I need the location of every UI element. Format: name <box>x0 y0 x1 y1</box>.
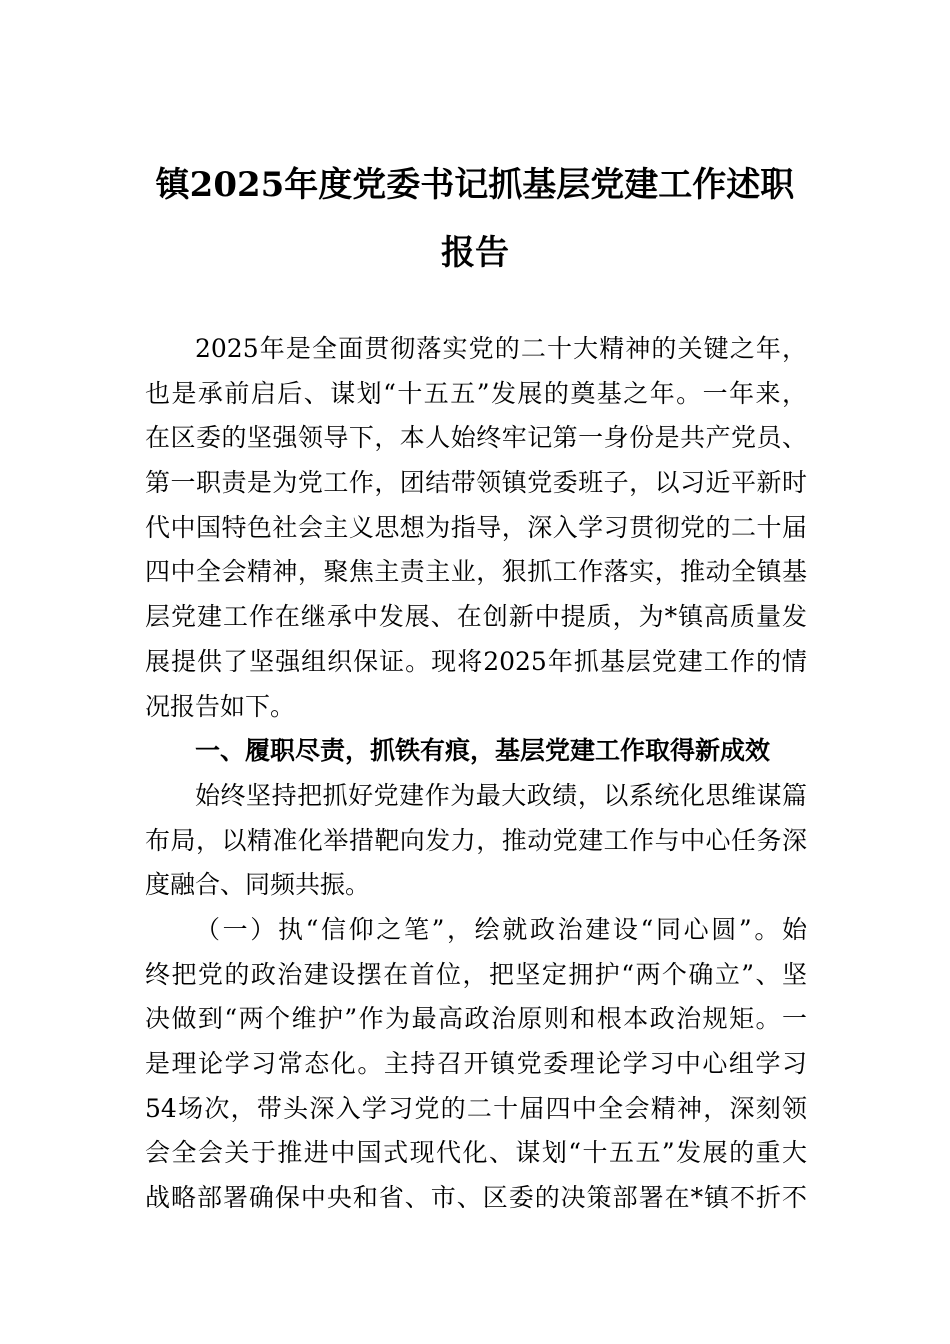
text-line: 终把党的政治建设摆在首位，把坚定拥护“两个确立”、坚 <box>145 959 807 989</box>
title-line-1: 镇2025年度党委书记抓基层党建工作述职 <box>155 165 795 205</box>
section-paragraph <box>145 774 807 908</box>
text-line: 四中全会精神，聚焦主责主业，狠抓工作落实，推动全镇基 <box>145 557 807 587</box>
text-line: 是理论学习常态化。主持召开镇党委理论学习中心组学习 <box>145 1049 807 1078</box>
text-line: 决做到“两个维护”作为最高政治原则和根本政治规矩。一 <box>145 1004 807 1034</box>
text-line: 况报告如下。 <box>145 691 296 721</box>
text-line: （一）执“信仰之笔”，绘就政治建设“同心圆”。始 <box>195 914 807 944</box>
section-heading: 一、履职尽责，抓铁有痕，基层党建工作取得新成效 <box>195 736 771 766</box>
text-line: 度融合、同频共振。 <box>145 870 371 900</box>
text-line: 代中国特色社会主义思想为指导，深入学习贯彻党的二十届 <box>145 512 807 542</box>
document-title <box>0 151 950 287</box>
text-line: 在区委的坚强领导下，本人始终牢记第一身份是共产党员、 <box>145 423 807 453</box>
text-line: 也是承前启后、谋划“十五五”发展的奠基之年。一年来， <box>145 378 807 408</box>
intro-paragraph <box>145 327 807 729</box>
document-body <box>145 327 807 1221</box>
subsection-paragraph <box>145 908 807 1221</box>
text-line: 战略部署确保中央和省、市、区委的决策部署在*镇不折不 <box>145 1183 807 1213</box>
title-line-2: 报告 <box>441 233 509 273</box>
text-line: 布局，以精准化举措靶向发力，推动党建工作与中心任务深 <box>145 825 807 855</box>
text-line: 会全会关于推进中国式现代化、谋划“十五五”发展的重大 <box>145 1138 807 1168</box>
text-line: 展提供了坚强组织保证。现将2025年抓基层党建工作的情 <box>145 646 807 676</box>
text-line: 始终坚持把抓好党建作为最大政绩，以系统化思维谋篇 <box>195 780 807 810</box>
text-line: 第一职责是为党工作，团结带领镇党委班子，以习近平新时 <box>145 468 807 498</box>
text-line: 2025年是全面贯彻落实党的二十大精神的关键之年， <box>195 334 807 363</box>
text-line: 层党建工作在继承中发展、在创新中提质，为*镇高质量发 <box>145 602 807 632</box>
text-line: 54场次，带头深入学习党的二十届四中全会精神，深刻领 <box>145 1093 807 1123</box>
